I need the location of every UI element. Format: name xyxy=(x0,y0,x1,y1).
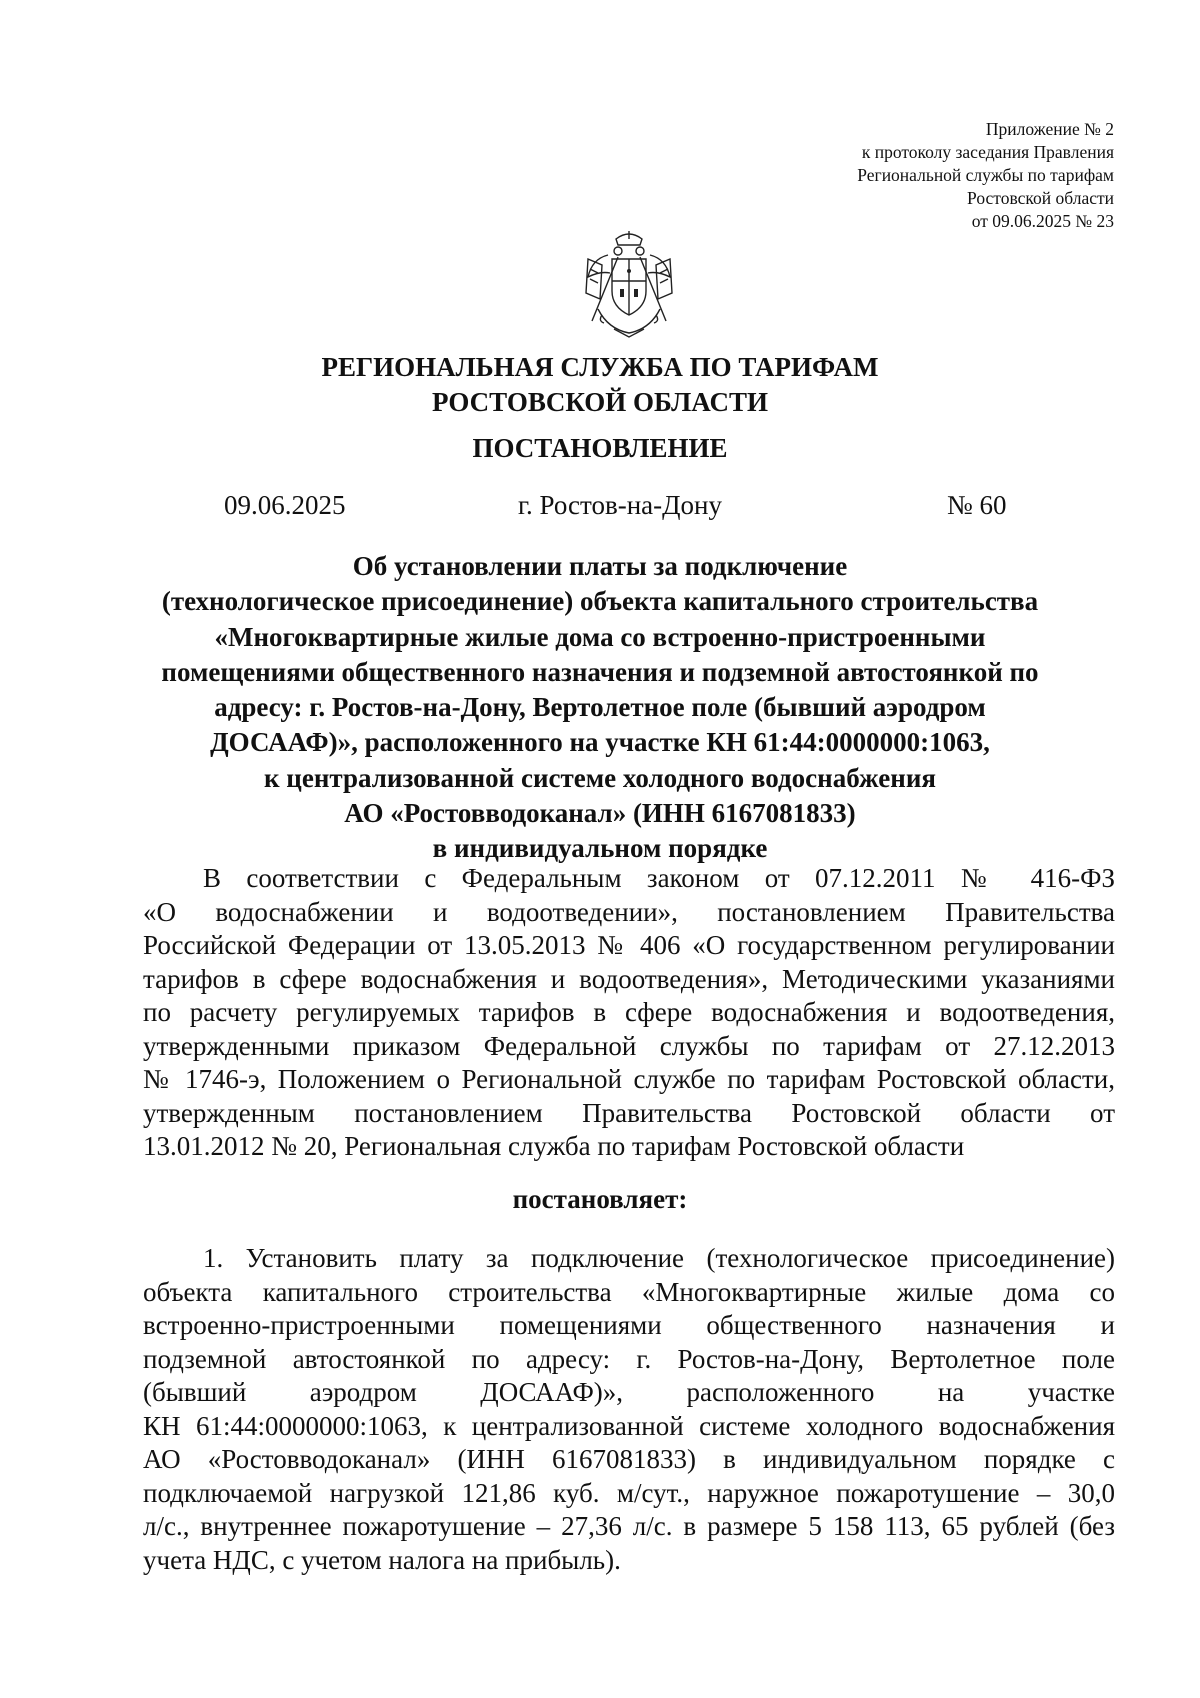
item-1-paragraph xyxy=(143,1242,1115,1577)
subject-line: «Многоквартирные жилые дома со встроенно-пристроенными xyxy=(214,621,986,652)
appendix-line: от 09.06.2025 № 23 xyxy=(971,211,1114,231)
item-1-line: подземной автостоянкой по адресу: г. Ростов-на-Дону, Вертолетное поле xyxy=(143,1343,1115,1374)
item-1-line: 1. Установить плату за подключение (технологическое присоединение) xyxy=(203,1243,1115,1273)
item-1-line: встроенно-пристроенными помещениями общественного назначения и xyxy=(143,1310,1115,1340)
subject-line: адресу: г. Ростов-на-Дону, Вертолетное поле (бывший аэродром xyxy=(214,692,986,723)
appendix-line: Ростовской области xyxy=(967,188,1114,208)
subject-line: к централизованной системе холодного водоснабжения xyxy=(264,762,936,793)
appendix-note xyxy=(857,118,1114,233)
preamble-line: по расчету регулируемых тарифов в сфере водоснабжения и водоотведения, xyxy=(143,997,1115,1027)
item-1-line: КН 61:44:0000000:1063, к централизованной системе холодного водоснабжения xyxy=(143,1410,1115,1441)
appendix-line: к протоколу заседания Правления xyxy=(861,142,1114,162)
preamble-paragraph xyxy=(143,862,1115,1164)
preamble-line: утвержденными приказом Федеральной службы по тарифам от 27.12.2013 xyxy=(143,1030,1115,1061)
item-1-line: л/с., внутреннее пожаротушение – 27,36 л/с. в размере 5 158 113, 65 рублей (без xyxy=(143,1511,1115,1541)
item-1-line: учета НДС, с учетом налога на прибыль). xyxy=(143,1544,621,1575)
preamble-line: тарифов в сфере водоснабжения и водоотведения», Методическими указаниями xyxy=(143,963,1115,994)
subject-line: помещениями общественного назначения и подземной автостоянкой по xyxy=(161,656,1039,687)
preamble-line: «О водоснабжении и водоотведении», постановлением Правительства xyxy=(143,896,1115,927)
agency-name-line: РЕГИОНАЛЬНАЯ СЛУЖБА ПО ТАРИФАМ xyxy=(321,352,879,382)
subject-line: Об установлении платы за подключение xyxy=(352,551,848,581)
document-city: г. Ростов-на-Дону xyxy=(518,490,723,520)
agency-name-line: РОСТОВСКОЙ ОБЛАСТИ xyxy=(432,387,768,417)
item-1-line: (бывший аэродром ДОСААФ)», расположенного на участке xyxy=(143,1377,1115,1407)
agency-name xyxy=(0,350,1200,420)
document-number: № 60 xyxy=(947,490,1007,520)
subject-line: в индивидуальном порядке xyxy=(432,833,768,864)
appendix-line: Приложение № 2 xyxy=(985,119,1114,139)
document-meta-row xyxy=(0,487,1200,523)
appendix-line: Региональной службы по тарифам xyxy=(857,165,1114,185)
preamble-line: № 1746-э, Положением о Региональной службе по тарифам Ростовской области, xyxy=(143,1064,1115,1094)
document-subject xyxy=(0,549,1200,867)
item-1-line: объекта капитального строительства «Многоквартирные жилые дома со xyxy=(143,1276,1115,1307)
preamble-line: утвержденным постановлением Правительства Ростовской области от xyxy=(143,1097,1115,1128)
preamble-line: В соответствии с Федеральным законом от 07.12.2011 № 416-ФЗ xyxy=(203,863,1115,893)
subject-line: (технологическое присоединение) объекта капитального строительства xyxy=(161,586,1039,617)
item-1-line: подключаемой нагрузкой 121,86 куб. м/сут., наружное пожаротушение – 30,0 xyxy=(143,1477,1115,1508)
document-date: 09.06.2025 xyxy=(224,490,346,520)
item-1-line: АО «Ростовводоканал» (ИНН 6167081833) в индивидуальном порядке с xyxy=(143,1444,1115,1474)
subject-line: ДОСААФ)», расположенного на участке КН 61:44:0000000:1063, xyxy=(210,727,990,758)
preamble-line: 13.01.2012 № 20, Региональная служба по тарифам Ростовской области xyxy=(143,1131,965,1161)
resolves-heading: постановляет: xyxy=(512,1184,688,1214)
document-type: ПОСТАНОВЛЕНИЕ xyxy=(472,433,728,463)
preamble-line: Российской Федерации от 13.05.2013 № 406 «О государственном регулировании xyxy=(143,930,1115,960)
subject-line: АО «Ростовводоканал» (ИНН 6167081833) xyxy=(344,798,856,829)
coat-of-arms-icon xyxy=(578,229,680,341)
